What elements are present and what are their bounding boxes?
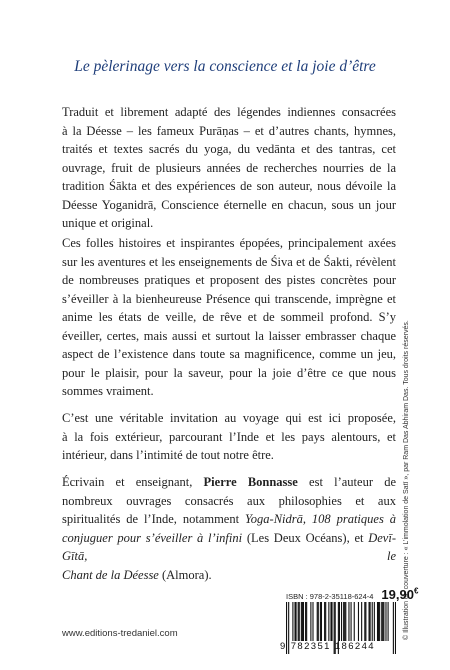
text-line: aspect de l’existence dans toute sa magnificence, comme un jeu, [62, 347, 396, 361]
paragraph-translation [62, 103, 396, 233]
text-line: s’éveiller à la bienheureuse Présence qui transcende, imprègne et [62, 291, 396, 306]
barcode-bar [302, 602, 303, 641]
price-currency: € [413, 586, 419, 596]
barcode-bar [361, 602, 362, 641]
barcode-bar [374, 602, 375, 641]
barcode-bar [305, 602, 306, 641]
book-title: Yoga-Nidrā, 108 pratiques à [245, 512, 396, 526]
price-amount: 19,90 [381, 587, 414, 602]
barcode-bar [370, 602, 371, 641]
text-line: pour le plaisir, pour la saveur, pour la joie d’être ce que nous [62, 365, 396, 380]
text-line: unique et original. [62, 216, 154, 230]
barcode-bar [345, 602, 346, 641]
text-line: à la fois extérieur, parcourant l’Inde et les pays alentours, et [62, 429, 396, 444]
text-line [62, 473, 396, 492]
barcode-bar [320, 602, 321, 641]
barcode-bar [348, 602, 349, 641]
bio-text: est l’auteur de [297, 475, 396, 489]
bio-text: Écrivain et enseignant, [62, 475, 204, 489]
barcode-bar [383, 602, 384, 641]
barcode-bar [339, 602, 340, 641]
barcode-bar [318, 602, 319, 641]
text-line [62, 510, 396, 529]
barcode-bar [325, 602, 326, 641]
text-line [62, 566, 396, 585]
paragraph-author-bio [62, 473, 396, 584]
tagline: Le pèlerinage vers la conscience et la joie d’être [74, 58, 376, 75]
barcode-bar [343, 602, 344, 641]
barcode-bar [377, 602, 378, 641]
website-link[interactable]: www.editions-tredaniel.com [62, 628, 178, 639]
text-line: Ces folles histoires et inspirantes épopées, principalement axées [62, 236, 396, 250]
book-title: Devī-Gītā, le [62, 530, 396, 563]
barcode-digits: 9 782351 186244 [280, 641, 375, 652]
text-line: sommes vraiment. [62, 384, 154, 398]
barcode-bar [310, 602, 311, 641]
cover-credit: © Illustration de couverture : « L’immolation de Satī », par Ram Das Abhiram Das. Tous droits réservés. [403, 320, 410, 640]
barcode-bar [324, 602, 325, 641]
text-line: sur les aventures et les enseignements de Śiva et de Śakti, révèlent [62, 254, 396, 269]
barcode-bar [381, 602, 382, 641]
barcode-bar [341, 602, 342, 641]
barcode-bar [296, 602, 297, 641]
text-line: éveiller, certes, mais aussi et surtout la laisser embrasser chaque [62, 328, 396, 343]
barcode-bar [331, 602, 332, 641]
barcode-bar [303, 602, 304, 641]
barcode-bar [298, 602, 299, 641]
bio-text: spiritualités de l’Inde, notamment [62, 512, 245, 526]
text-line: tradition Śākta et des expériences de son auteur, nous dévoile la [62, 179, 396, 193]
paragraph-stories [62, 234, 396, 401]
text-line: ouvrage, fruit de plusieurs années de recherches nourries de la [62, 160, 396, 175]
barcode-bar [354, 602, 355, 641]
barcode-bar [321, 602, 322, 641]
barcode-bar [317, 602, 318, 641]
barcode-bar [328, 602, 329, 641]
barcode-bar [385, 602, 386, 641]
book-title: conjuguer pour s’éveiller à l’infini [62, 530, 243, 545]
barcode-bar [358, 602, 359, 641]
publisher-text: (Almora). [158, 567, 212, 582]
barcode-bar [292, 602, 293, 641]
barcode-bar [378, 602, 379, 641]
barcode-bar [306, 602, 307, 641]
barcode-bar [372, 602, 373, 641]
barcode-bar [299, 602, 300, 641]
paragraph-invitation [62, 409, 396, 465]
text-line [62, 529, 396, 566]
barcode-bar [379, 602, 380, 641]
barcode-bar [330, 602, 331, 641]
text-line: de nombreuses pratiques et proposent des pistes concrètes pour [62, 273, 396, 287]
book-title: Chant de la Déesse [62, 567, 159, 582]
barcode-bar [351, 602, 352, 641]
text-line: nombreux ouvrages consacrés aux philosophies et aux [62, 493, 396, 508]
barcode-bar [369, 602, 370, 641]
text-line: Traduit et librement adapté des légendes indiennes consacrées [62, 105, 396, 119]
barcode-bar [388, 602, 389, 641]
barcode-bar [344, 602, 345, 641]
text-line: intérieur, dans l’intimité de tout notre être. [62, 448, 274, 462]
barcode-bar [364, 602, 365, 641]
barcode-bar [294, 602, 295, 641]
barcode-bar [365, 602, 366, 641]
text-line: anime les états de veille, de rêve et de sommeil profond. S’y [62, 310, 396, 324]
price [381, 587, 418, 602]
text-line: C’est une véritable invitation au voyage qui est ici proposée, [62, 411, 396, 425]
barcode-bar [301, 602, 302, 641]
publisher-text: (Les Deux Océans), et [242, 530, 369, 545]
text-line: Déesse Yoganidrā, Conscience éternelle en chacun, sous un jour [62, 197, 396, 212]
barcode-bar [312, 602, 313, 641]
barcode-bar [382, 602, 383, 641]
author-name: Pierre Bonnasse [203, 475, 298, 489]
text-line: traités et textes sacrés du yoga, du vedānta et des tantras, cet [62, 142, 396, 156]
text-line: à la Déesse – les fameux Purāṇas – et d’autres chants, hymnes, [62, 123, 396, 138]
isbn-label: ISBN : 978-2-35118-624-4 [286, 592, 374, 601]
